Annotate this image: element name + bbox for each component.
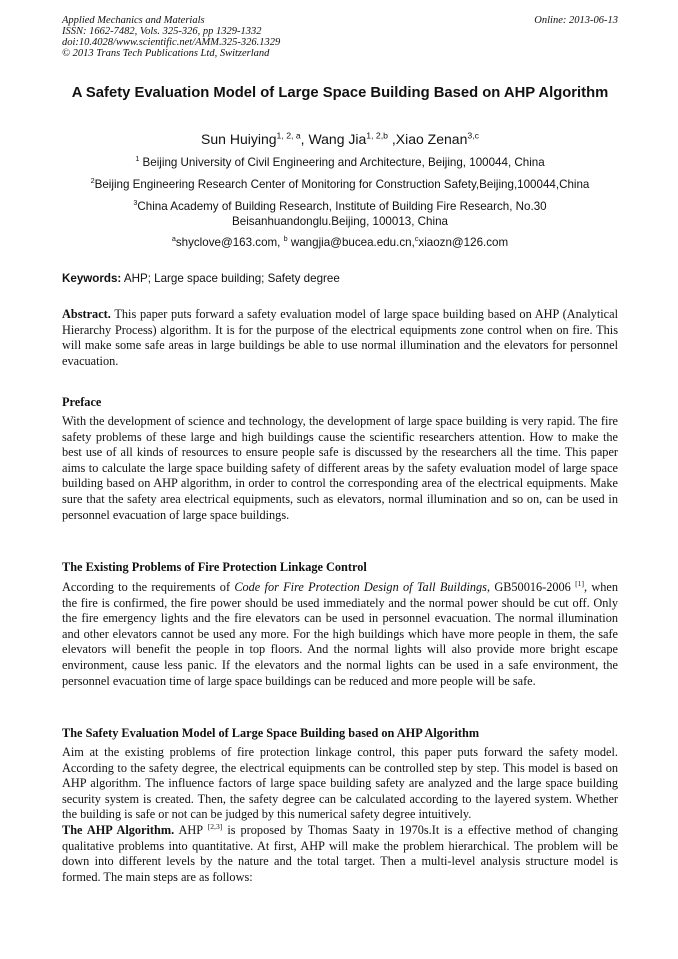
affiliation-mark: 2	[90, 176, 95, 186]
body-text: , GB50016-2006	[486, 580, 576, 594]
journal-header	[62, 15, 618, 59]
body-text: , when the fire is confirmed, the fire power should be used immediately and the normal power should be cut off. Only the fire emergency lights and the fire elevators can be used in personnel evacuation. The normal illumination and other elevators cannot be used any more. For the high buildings which have more people in them, the safe elevators will benefit the people in top floors. And the normal lights will also provide more bright escape environment, cause less panic. If the elevators and the normal lights can be used in a safe environment, the personnel evacuation time of large space buildings can be reduced and more people will be safe.	[62, 580, 618, 688]
citation: [1]	[575, 578, 584, 588]
journal-issn: ISSN: 1662-7482, Vols. 325-326, pp 1329-1332	[62, 26, 262, 37]
affiliation-mark: 3	[133, 198, 138, 208]
affiliation-2	[62, 178, 618, 193]
affiliation-text-line2: Beisanhuandonglu.Beijing, 100013, China	[232, 214, 448, 228]
section-heading-preface: Preface	[62, 395, 102, 409]
affiliation-text: Beijing Engineering Research Center of Monitoring for Construction Safety,Beijing,100044,China	[94, 178, 590, 191]
abstract-label: Abstract.	[62, 307, 111, 321]
keywords	[62, 272, 618, 286]
section-heading-safety-model: The Safety Evaluation Model of Large Space Building based on AHP Algorithm	[62, 726, 480, 740]
author-separator: ,	[387, 131, 396, 147]
abstract	[62, 307, 618, 369]
journal-doi: doi:10.4028/www.scientific.net/AMM.325-326.1329	[62, 37, 281, 48]
author-separator: ,	[300, 131, 309, 147]
preface-paragraph: With the development of science and technology, the development of large space building is very rapid. The fire safety problems of these large and high buildings cause the scientific researchers attention. How to make the best use of all kinds of resources to ensure people safe is discussed by the researchers all the time. This paper aims to calculate the large space building safety of different areas by the safety evaluation model of large space building based on AHP algorithm, in order to control the corresponding area of the electrical equipments. Make sure that the safety area electrical equipments, such as elevators, normal illumination and so on, can be used in personnel evacuation of large space buildings.	[62, 414, 618, 522]
abstract-text: This paper puts forward a safety evaluation model of large space building based on AHP (Analytical Hierarchy Process) algorithm. It is for the purpose of the electrical equipments zone control when on fire. This will make some safe areas in large buildings be able to use normal illumination and the elevators for personnel evacuation.	[62, 307, 618, 368]
citation: [2,3]	[207, 821, 223, 831]
affiliation-mark: 1	[135, 154, 140, 164]
model-intro-text: Aim at the existing problems of fire protection linkage control, this paper puts forward the safety model. According to the safety degree, the electrical equipments can be controlled step by step. This model is based on AHP algorithm. The influence factors of large space building safety are analyzed and the large space building security system is created. Then, the safety degree can be calculated according to the layered system. Whether the building is safe or not can be judged by this numerical safety degree intuitively.	[62, 745, 618, 822]
section-heading-existing-problems: The Existing Problems of Fire Protection Linkage Control	[62, 560, 367, 574]
keywords-text: AHP; Large space building; Safety degree	[121, 272, 340, 285]
author-name: Wang Jia	[308, 131, 367, 147]
email-address: wangjia@bucea.edu.cn,	[287, 236, 415, 249]
body-text: According to the requirements of	[62, 580, 235, 594]
paper-title: A Safety Evaluation Model of Large Space Building Based on AHP Algorithm	[71, 85, 609, 101]
affiliation-3	[62, 200, 618, 229]
affiliation-1	[62, 156, 618, 171]
existing-problems-paragraph	[62, 580, 618, 689]
affiliation-text: China Academy of Building Research, Institute of Building Fire Research, No.30	[137, 200, 547, 213]
ahp-label: The AHP Algorithm.	[62, 822, 175, 837]
email-mark: a	[171, 234, 176, 244]
body-text: AHP	[174, 822, 208, 837]
email-address: xiaozn@126.com	[418, 236, 509, 249]
affiliation-text: Beijing University of Civil Engineering and Architecture, Beijing, 100044, China	[139, 156, 545, 169]
keywords-label: Keywords:	[62, 272, 122, 285]
online-date: Online: 2013-06-13	[534, 15, 618, 26]
journal-copyright: © 2013 Trans Tech Publications Ltd, Switzerland	[62, 48, 270, 59]
journal-name: Applied Mechanics and Materials	[62, 15, 205, 26]
author-affiliation-mark: 3,c	[467, 130, 479, 141]
author-name: Sun Huiying	[201, 131, 277, 147]
body-text: is proposed by Thomas Saaty in 1970s.It is a effective method of changing qualitative problems into quantitative. At first, AHP will make the problem hierarchical. The problem will be down into different levels by the nature and the total target. Then a multi-level analysis structure model is formed. The main steps are as follows:	[62, 822, 618, 884]
code-title: Code for Fire Protection Design of Tall Buildings	[234, 580, 487, 594]
email-mark: c	[414, 234, 419, 244]
author-affiliation-mark: 1, 2,b	[366, 130, 388, 141]
safety-model-paragraph	[62, 745, 618, 885]
ahp-paragraph	[62, 823, 618, 885]
author-emails	[62, 236, 618, 251]
author-list	[62, 130, 618, 148]
author-affiliation-mark: 1, 2, a	[276, 130, 301, 141]
email-address: shyclove@163.com,	[175, 236, 284, 249]
email-mark: b	[283, 234, 288, 244]
author-name: Xiao Zenan	[395, 131, 468, 147]
